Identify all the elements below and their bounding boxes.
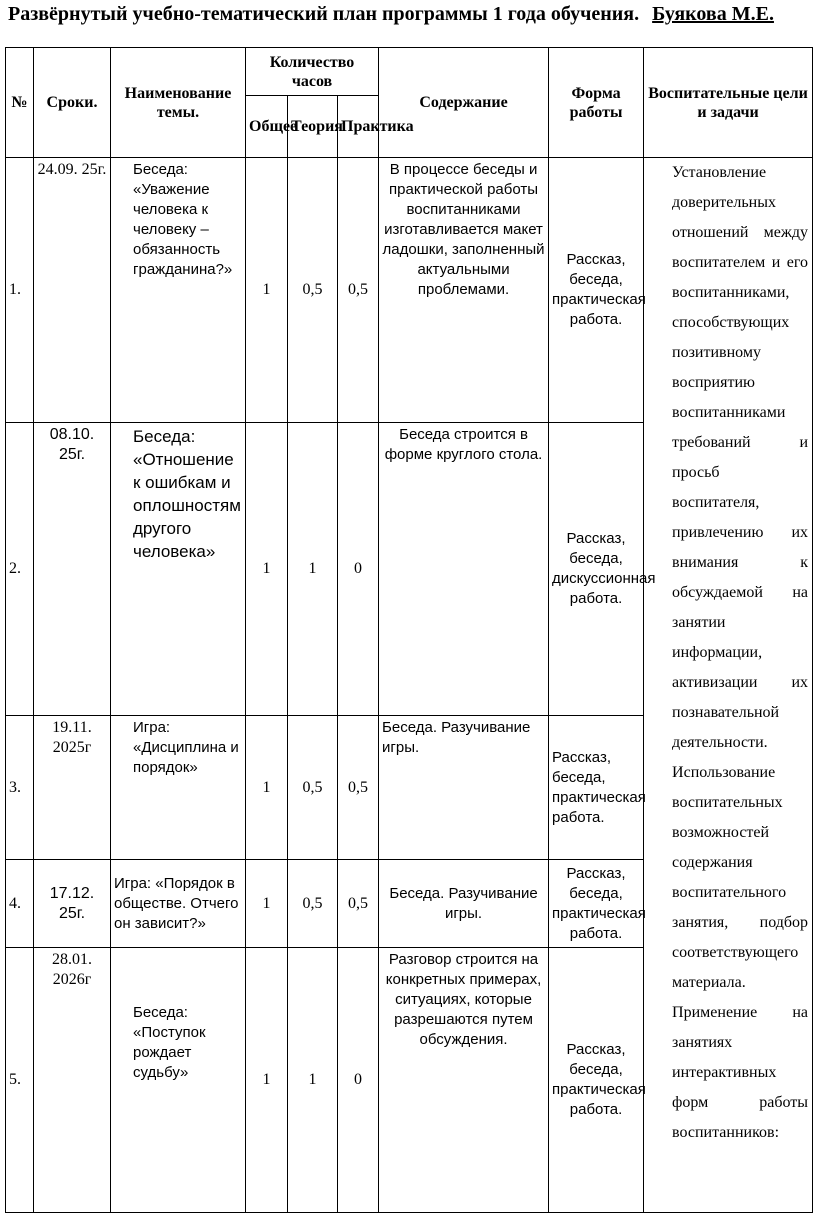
header-goals: Воспитательные цели и задачи xyxy=(644,48,813,158)
row-practice: 0,5 xyxy=(338,158,379,423)
row-form: Рассказ, беседа, практическая работа. xyxy=(549,716,644,860)
row-num: 2. xyxy=(6,423,34,716)
row-form: Рассказ, беседа, практическая работа. xyxy=(549,158,644,423)
header-num: № xyxy=(6,48,34,158)
header-form: Форма работы xyxy=(549,48,644,158)
row-content: Беседа. Разучивание игры. xyxy=(379,860,549,948)
row-date: 17.12. 25г. xyxy=(34,860,111,948)
row-theory: 1 xyxy=(288,423,338,716)
row-topic: Беседа: «Отношение к ошибкам и оплошностям другого человека» xyxy=(111,423,246,716)
page-title xyxy=(8,3,774,26)
row-practice: 0 xyxy=(338,948,379,1213)
header-date: Сроки. xyxy=(34,48,111,158)
row-practice: 0 xyxy=(338,423,379,716)
row-theory: 0,5 xyxy=(288,860,338,948)
row-form: Рассказ, беседа, практическая работа. xyxy=(549,948,644,1213)
row-theory: 0,5 xyxy=(288,716,338,860)
row-total: 1 xyxy=(246,423,288,716)
header-practice: Практика xyxy=(338,96,379,158)
row-total: 1 xyxy=(246,948,288,1213)
row-practice: 0,5 xyxy=(338,860,379,948)
row-topic: Игра: «Порядок в обществе. Отчего он зависит?» xyxy=(111,860,246,948)
title-text: Развёрнутый учебно-тематический план программы 1 года обучения. xyxy=(8,3,640,25)
header-topic: Наименование темы. xyxy=(111,48,246,158)
goals-cell: Установление доверительных отношений между воспитателем и его воспитанниками, способствующих позитивному восприятию воспитанниками требований и просьб воспитателя, привлечению их внимания к обсуждаемой на занятии информации, активизации их познавательной деятельности. Использование воспитательных возможностей содержания воспитательного занятия, подбор соответствующего материала. Применение на занятиях интерактивных форм работы воспитанников: xyxy=(644,158,813,1213)
row-topic: Игра: «Дисциплина и порядок» xyxy=(111,716,246,860)
row-num: 3. xyxy=(6,716,34,860)
row-date: 19.11. 2025г xyxy=(34,716,111,860)
row-form: Рассказ, беседа, практическая работа. xyxy=(549,860,644,948)
table-row xyxy=(6,158,813,423)
header-total: Общее xyxy=(246,96,288,158)
row-content: Беседа. Разучивание игры. xyxy=(379,716,549,860)
row-date: 28.01. 2026г xyxy=(34,948,111,1213)
author-name: Буякова М.Е. xyxy=(652,3,774,25)
header-hours: Количество часов xyxy=(246,48,379,96)
row-theory: 0,5 xyxy=(288,158,338,423)
header-theory: Теория xyxy=(288,96,338,158)
row-form: Рассказ, беседа, дискуссионная работа. xyxy=(549,423,644,716)
row-num: 4. xyxy=(6,860,34,948)
row-num: 5. xyxy=(6,948,34,1213)
row-total: 1 xyxy=(246,860,288,948)
row-content: В процессе беседы и практической работы воспитанниками изготавливается макет ладошки, заполненный актуальными проблемами. xyxy=(379,158,549,423)
row-date: 08.10. 25г. xyxy=(34,423,111,716)
row-theory: 1 xyxy=(288,948,338,1213)
row-topic: Беседа: «Уважение человека к человеку – обязанность гражданина?» xyxy=(111,158,246,423)
header-content: Содержание xyxy=(379,48,549,158)
row-content: Беседа строится в форме круглого стола. xyxy=(379,423,549,716)
row-total: 1 xyxy=(246,158,288,423)
row-practice: 0,5 xyxy=(338,716,379,860)
row-content: Разговор строится на конкретных примерах, ситуациях, которые разрешаются путем обсуждения. xyxy=(379,948,549,1213)
header-row xyxy=(6,48,813,96)
row-topic: Беседа: «Поступок рождает судьбу» xyxy=(111,948,246,1213)
row-date: 24.09. 25г. xyxy=(34,158,111,423)
row-num: 1. xyxy=(6,158,34,423)
row-total: 1 xyxy=(246,716,288,860)
plan-table xyxy=(5,47,813,1213)
